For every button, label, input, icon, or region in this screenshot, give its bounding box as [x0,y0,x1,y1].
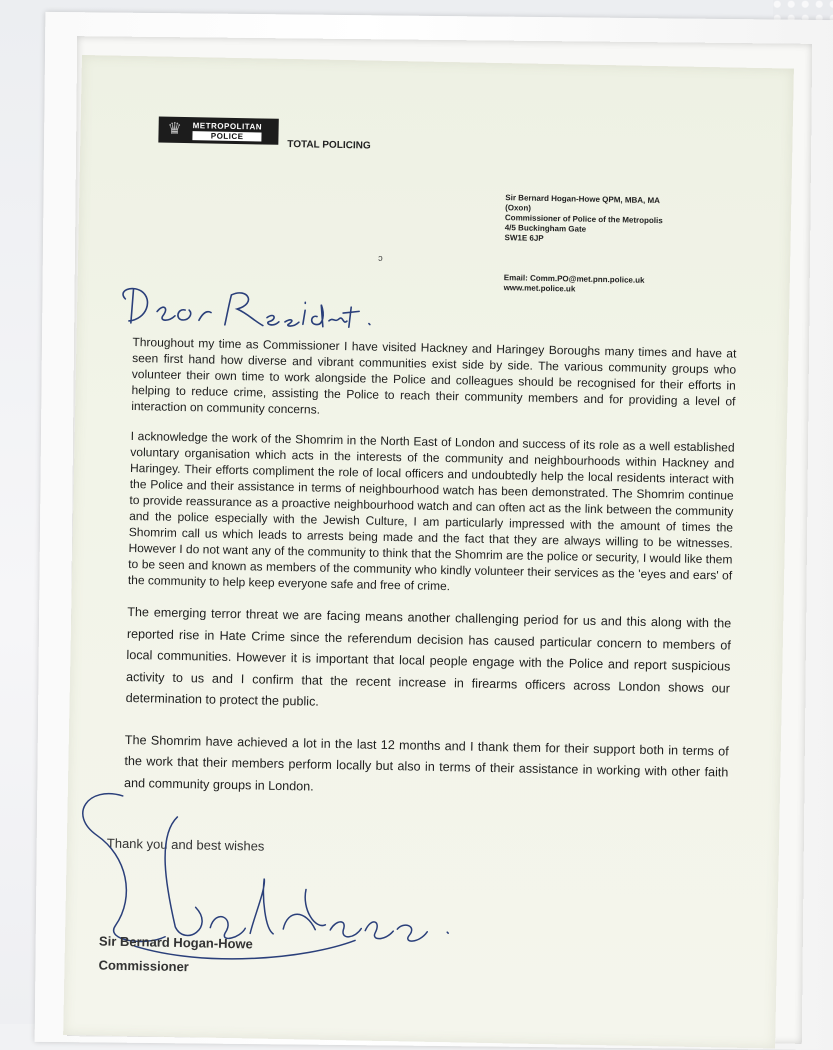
paragraph-2: I acknowledge the work of the Shomrim in the North East of London and success of its role as a well established voluntary organisation which acts in the interests of the community and neighbourhoods within Hackney and Haringey. Their efforts compliment the role of local officers and undoubtedly help the local residents interact with the Police and their assistance in terms of neighbourhood watch has been demonstrated. The Shomrim continue to provide reassurance as a proactive neighbourhood watch and can often act as the link between the community and the police especially with the Jewish Culture, I am particularly impressed with the amount of times the Shomrim call us which leads to arrests being made and the fact that they are always willing to be witnesses. However I do not want any of the community to think that the Shomrim are the police or security, I would like them to be seen and known as members of the community who kindly volunteer their services as the 'eyes and ears' of the community to help keep everyone safe and free of crime. [127,429,735,594]
sender-name: Sir Bernard Hogan-Howe QPM, MBA, MA [505,193,661,206]
logo-line-2: POLICE [192,131,262,141]
sender-email: Email: Comm.PO@met.pnn.police.uk [503,273,645,285]
logo-line-1: METROPOLITAN [192,120,263,131]
closing-line: Thank you and best wishes [106,835,265,854]
paragraph-3: The emerging terror threat we are facing means another challenging period for us and this along with the reported rise in Hate Crime since the referendum decision has caused particular concern to members of local communities. However it is important that local people engage with the Police and report suspicious activity to us and I confirm that the recent increase in firearms officers across London shows our determination to protect the public. [125,604,732,709]
sender-street: 4/5 Buckingham Gate [504,223,587,234]
sender-postcode: SW1E 6JP [504,233,544,243]
letter-page [63,55,794,1048]
sender-website: www.met.police.uk [503,283,576,294]
letter-body [123,334,736,826]
paragraph-4: The Shomrim have achieved a lot in the last 12 months and I thank them for their support both in terms of the work that their members perform locally but also in terms of their assistance in working with other faith and community groups in London. [123,732,729,794]
sender-address-block [504,193,726,297]
signatory-name: Sir Bernard Hogan-Howe [98,933,253,952]
tagline: TOTAL POLICING [287,138,371,152]
sender-qualifier: (Oxon) [505,203,532,213]
met-police-logo [158,116,278,144]
signatory-title: Commissioner [98,957,189,975]
paragraph-1: Throughout my time as Commissioner I have visited Hackney and Haringey Boroughs many times and have at seen first hand how diverse and vibrant communities exist side by side. The various community groups who volunteer their own time to work alongside the Police and colleagues should be recognised for their efforts in helping to reduce crime, assisting the Police to reach their community members and for providing a level of interaction on community concerns. [131,335,737,417]
crest-icon: ♛ [167,120,182,138]
sender-role: Commissioner of Police of the Metropolis [504,213,663,226]
ink-mark: ↄ [378,252,383,263]
handwritten-signature [24,774,488,988]
